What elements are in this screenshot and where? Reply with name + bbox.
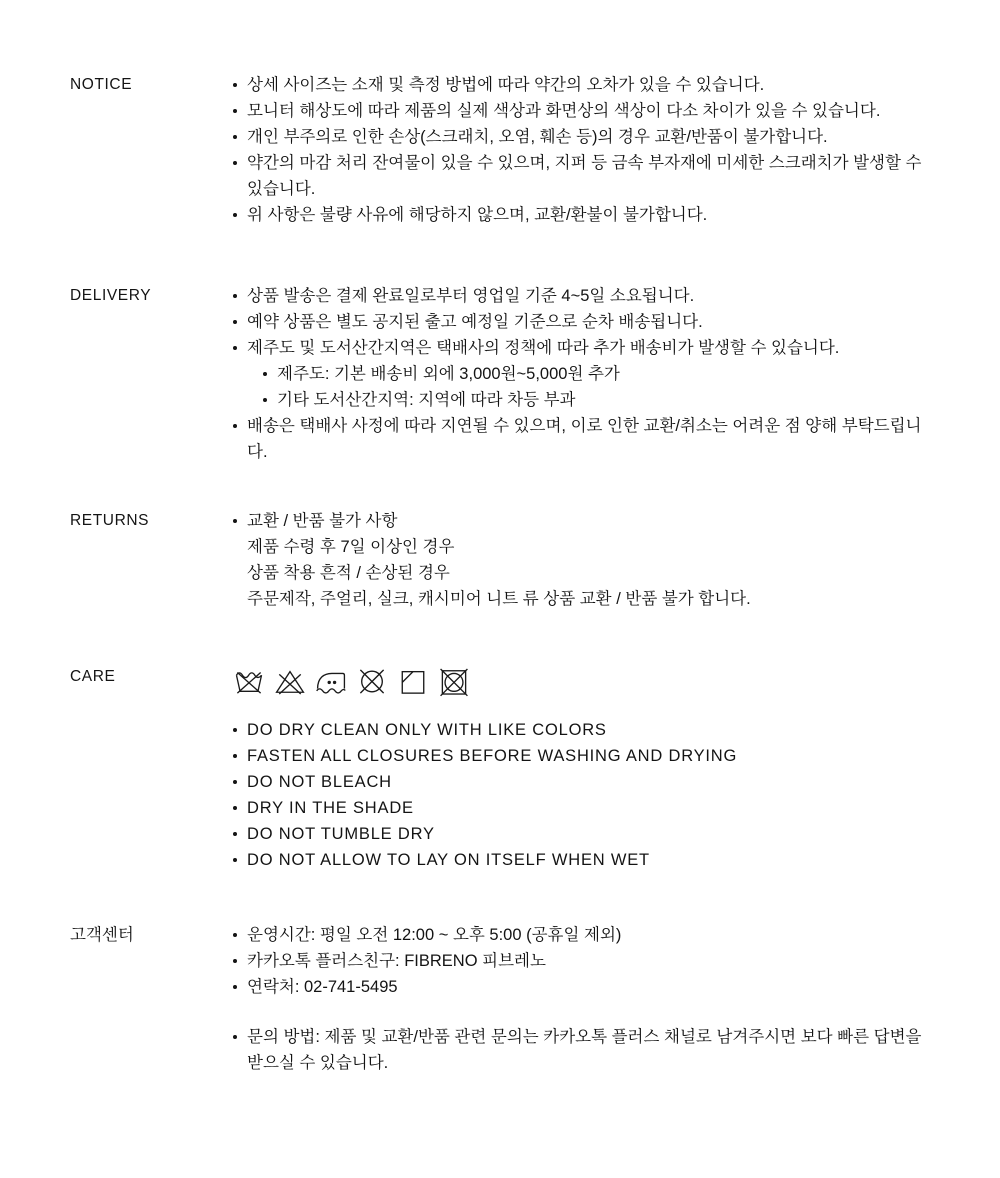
item-text: 모니터 해상도에 따라 제품의 실제 색상과 화면상의 색상이 다소 차이가 있을 수 있습니다.	[247, 102, 881, 120]
bullet-dot	[232, 72, 247, 98]
list-item	[232, 309, 937, 335]
item-text: DO DRY CLEAN ONLY WITH LIKE COLORS	[247, 721, 607, 739]
continuation-line	[232, 586, 937, 612]
item-text: 주문제작, 주얼리, 실크, 캐시미어 니트 류 상품 교환 / 반품 불가 합니다.	[247, 590, 751, 608]
list-item	[232, 124, 937, 150]
item-text: 카카오톡 플러스친구: FIBRENO 피브레노	[247, 952, 546, 970]
item-text: 배송은 택배사 사정에 따라 지연될 수 있으며, 이로 인한 교환/취소는 어려운 점 양해 부탁드립니다.	[247, 417, 922, 461]
bullet-dot	[232, 335, 247, 361]
section-care	[70, 664, 945, 873]
item-text: 개인 부주의로 인한 손상(스크래치, 오염, 훼손 등)의 경우 교환/반품이 불가합니다.	[247, 128, 828, 146]
section-cs	[70, 922, 945, 1076]
item-text: DO NOT BLEACH	[247, 773, 392, 791]
list-item	[232, 847, 937, 873]
list-item	[232, 821, 937, 847]
dry-in-shade-icon	[396, 666, 430, 697]
list-item	[232, 413, 937, 465]
item-text: 약간의 마감 처리 잔여물이 있을 수 있으며, 지퍼 등 금속 부자재에 미세한 스크래치가 발생할 수 있습니다.	[247, 154, 922, 198]
section-label-returns: RETURNS	[70, 512, 150, 529]
list-item	[232, 335, 937, 361]
section-delivery	[70, 283, 945, 465]
item-text: DRY IN THE SHADE	[247, 799, 414, 817]
bullet-dot	[232, 847, 247, 873]
list-item	[232, 72, 937, 98]
item-text: 문의 방법: 제품 및 교환/반품 관련 문의는 카카오톡 플러스 채널로 남겨주시면 보다 빠른 답변을 받으실 수 있습니다.	[247, 1028, 922, 1072]
bullet-dot	[232, 413, 247, 439]
list-item	[232, 948, 937, 974]
bullet-dot	[232, 795, 247, 821]
bullet-dot	[232, 124, 247, 150]
section-content-notice	[232, 72, 937, 228]
bullet-dot	[232, 948, 247, 974]
list-item	[232, 717, 937, 743]
bullet-dot	[232, 743, 247, 769]
item-text: 제품 수령 후 7일 이상인 경우	[247, 538, 455, 556]
item-text: 예약 상품은 별도 공지된 출고 예정일 기준으로 순차 배송됩니다.	[247, 313, 703, 331]
list-item	[232, 283, 937, 309]
section-label-delivery: DELIVERY	[70, 287, 152, 304]
bullet-dot	[232, 974, 247, 1000]
do-not-wash-icon	[232, 666, 266, 697]
do-not-dry-clean-icon	[355, 666, 389, 697]
item-text: DO NOT ALLOW TO LAY ON ITSELF WHEN WET	[247, 851, 650, 869]
item-text: 제주도 및 도서산간지역은 택배사의 정책에 따라 추가 배송비가 발생할 수 있습니다.	[247, 339, 840, 357]
item-text: 운영시간: 평일 오전 12:00 ~ 오후 5:00 (공휴일 제외)	[247, 926, 622, 944]
section-label-care: CARE	[70, 668, 116, 685]
list-item	[232, 795, 937, 821]
list-item	[232, 743, 937, 769]
bullet-dot	[262, 361, 277, 387]
list-item	[232, 922, 937, 948]
bullet-dot	[232, 283, 247, 309]
item-text: 상세 사이즈는 소재 및 측정 방법에 따라 약간의 오차가 있을 수 있습니다.	[247, 76, 765, 94]
bullet-dot	[232, 769, 247, 795]
item-text: 상품 발송은 결제 완료일로부터 영업일 기준 4~5일 소요됩니다.	[247, 287, 695, 305]
bullet-dot	[232, 98, 247, 124]
section-returns	[70, 508, 945, 612]
item-text: DO NOT TUMBLE DRY	[247, 825, 435, 843]
list-item	[232, 974, 937, 1000]
section-content-care	[232, 664, 937, 873]
bullet-dot	[232, 1024, 247, 1050]
section-content-returns	[232, 508, 937, 612]
bullet-dot	[232, 717, 247, 743]
item-text: 교환 / 반품 불가 사항	[247, 512, 398, 530]
list-item	[232, 769, 937, 795]
section-label-notice: NOTICE	[70, 76, 133, 93]
section-content-cs	[232, 922, 937, 1076]
item-text: 제주도: 기본 배송비 외에 3,000원~5,000원 추가	[277, 365, 620, 383]
do-not-bleach-icon	[273, 666, 307, 697]
section-notice	[70, 72, 945, 228]
steam-iron-icon	[314, 666, 348, 697]
item-text: 위 사항은 불량 사유에 해당하지 않으며, 교환/환불이 불가합니다.	[247, 206, 708, 224]
bullet-dot	[232, 508, 247, 534]
continuation-line	[232, 560, 937, 586]
list-item	[232, 1024, 937, 1076]
sections	[70, 72, 945, 1076]
bullet-dot	[232, 150, 247, 176]
bullet-dot	[262, 387, 277, 413]
item-text: 연락처: 02-741-5495	[247, 978, 398, 996]
list-item	[232, 508, 937, 534]
bullet-dot	[232, 202, 247, 228]
care-symbols-row	[232, 664, 937, 698]
bullet-dot	[232, 922, 247, 948]
continuation-line	[232, 534, 937, 560]
list-item	[232, 361, 937, 387]
list-item	[232, 202, 937, 228]
list-item	[232, 387, 937, 413]
list-item	[232, 98, 937, 124]
item-text: 상품 착용 흔적 / 손상된 경우	[247, 564, 450, 582]
bullet-dot	[232, 821, 247, 847]
section-content-delivery	[232, 283, 937, 465]
section-label-cs: 고객센터	[70, 926, 134, 944]
spacer	[232, 1000, 937, 1024]
list-item	[232, 150, 937, 202]
bullet-dot	[232, 309, 247, 335]
item-text: 기타 도서산간지역: 지역에 따라 차등 부과	[277, 391, 576, 409]
do-not-tumble-dry-icon	[437, 666, 471, 697]
item-text: FASTEN ALL CLOSURES BEFORE WASHING AND DRYING	[247, 747, 738, 765]
